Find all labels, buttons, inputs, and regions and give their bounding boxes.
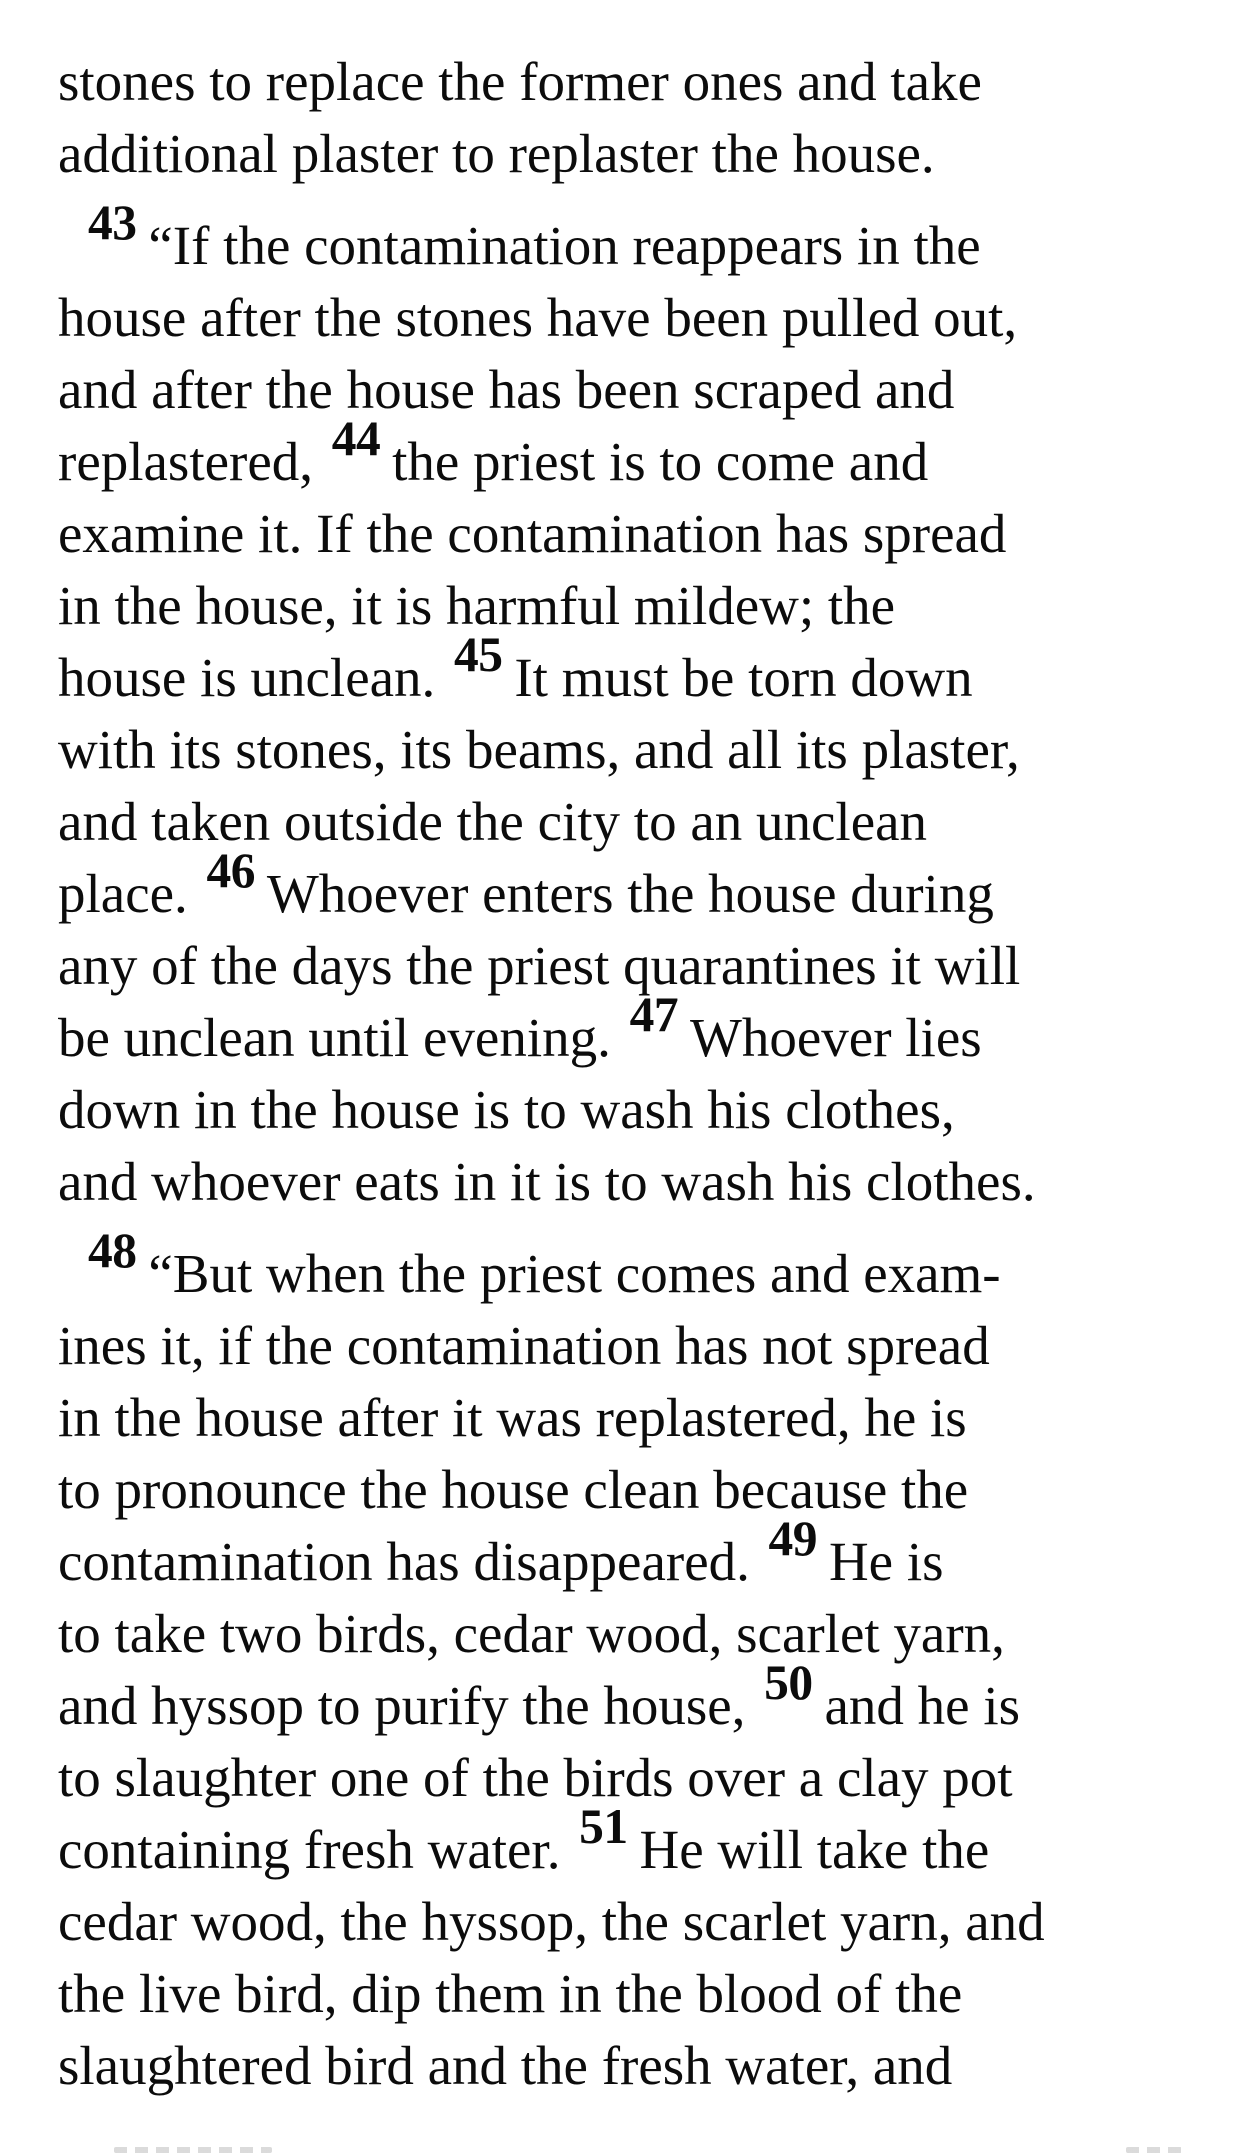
- text-line: [58, 195, 1202, 282]
- verse-text: Whoever enters the house during: [266, 863, 994, 924]
- text-line: [58, 1511, 1202, 1598]
- verse-text: containing fresh water.: [58, 1819, 575, 1880]
- verse-text: additional plaster to replaster the house.: [58, 123, 935, 184]
- verse-number: 48: [88, 1223, 137, 1279]
- text-line: [58, 498, 1202, 570]
- verse-text: the live bird, dip them in the blood of the: [58, 1963, 963, 2024]
- text-line: [58, 354, 1202, 426]
- verse-number: 43: [88, 195, 137, 251]
- verse-text: cedar wood, the hyssop, the scarlet yarn, and: [58, 1891, 1045, 1952]
- verse-text: house after the stones have been pulled out,: [58, 287, 1018, 348]
- text-line: [58, 282, 1202, 354]
- scripture-text: [58, 46, 1202, 2102]
- verse-text: He will take the: [639, 1819, 990, 1880]
- text-line: [58, 1655, 1202, 1742]
- verse-text: in the house, it is harmful mildew; the: [58, 575, 896, 636]
- verse-text: to take two birds, cedar wood, scarlet yarn,: [58, 1603, 1005, 1664]
- text-line: [58, 2030, 1202, 2102]
- text-line: [58, 1074, 1202, 1146]
- text-line: [58, 714, 1202, 786]
- verse-number: 46: [206, 843, 255, 899]
- text-line: [58, 1223, 1202, 1310]
- verse-text: to slaughter one of the birds over a clay pot: [58, 1747, 1013, 1808]
- verse-text: any of the days the priest quarantines it will: [58, 935, 1021, 996]
- verse-text: ines it, if the contamination has not spread: [58, 1315, 990, 1376]
- cutoff-next-line-left: [114, 2147, 272, 2153]
- text-line: [58, 570, 1202, 642]
- text-line: [58, 1886, 1202, 1958]
- text-line: [58, 1454, 1202, 1526]
- text-line: [58, 46, 1202, 118]
- verse-text: down in the house is to wash his clothes,: [58, 1079, 955, 1140]
- text-line: [58, 1382, 1202, 1454]
- verse-text: and whoever eats in it is to wash his clothes.: [58, 1151, 1036, 1212]
- verse-text: in the house after it was replastered, he is: [58, 1387, 967, 1448]
- verse-text: be unclean until evening.: [58, 1007, 625, 1068]
- verse-number: 47: [629, 987, 679, 1043]
- verse-text: and he is: [824, 1675, 1021, 1736]
- verse-text: and hyssop to purify the house,: [58, 1675, 760, 1736]
- verse-text: Whoever lies: [689, 1007, 982, 1068]
- verse-text: to pronounce the house clean because the: [58, 1459, 969, 1520]
- verse-text: house is unclean.: [58, 647, 450, 708]
- text-line: [58, 1742, 1202, 1814]
- verse-text: He is: [828, 1531, 944, 1592]
- verse-text: the priest is to come and: [392, 431, 929, 492]
- verse-text: and after the house has been scraped and: [58, 359, 955, 420]
- verse-text: examine it. If the contamination has spread: [58, 503, 1007, 564]
- text-line: [58, 843, 1202, 930]
- verse-text: replastered,: [58, 431, 327, 492]
- verse-number: 45: [453, 627, 503, 683]
- verse-text: contamination has disappeared.: [58, 1531, 764, 1592]
- text-line: [58, 1598, 1202, 1670]
- cutoff-next-line-right: [1126, 2147, 1182, 2153]
- verse-text: slaughtered bird and the fresh water, and: [58, 2035, 953, 2096]
- text-line: [58, 1146, 1202, 1218]
- verse-number: 50: [764, 1655, 813, 1711]
- text-line: [58, 1958, 1202, 2030]
- text-line: [58, 411, 1202, 498]
- text-line: [58, 1799, 1202, 1886]
- text-line: [58, 987, 1202, 1074]
- verse-text: stones to replace the former ones and take: [58, 51, 982, 112]
- text-line: [58, 118, 1202, 190]
- verse-text: It must be torn down: [514, 647, 973, 708]
- verse-text: “If the contamination reappears in the: [148, 215, 981, 276]
- verse-text: place.: [58, 863, 202, 924]
- verse-text: with its stones, its beams, and all its plaster,: [58, 719, 1020, 780]
- text-line: [58, 1310, 1202, 1382]
- verse-number: 51: [579, 1799, 628, 1855]
- paragraph: [58, 1223, 1202, 2102]
- verse-text: “But when the priest comes and exam-: [148, 1243, 1001, 1304]
- verse-number: 44: [331, 411, 381, 467]
- verse-number: 49: [768, 1511, 818, 1567]
- paragraph: [58, 46, 1202, 190]
- verse-text: and taken outside the city to an unclean: [58, 791, 928, 852]
- text-line: [58, 627, 1202, 714]
- paragraph: [58, 195, 1202, 1218]
